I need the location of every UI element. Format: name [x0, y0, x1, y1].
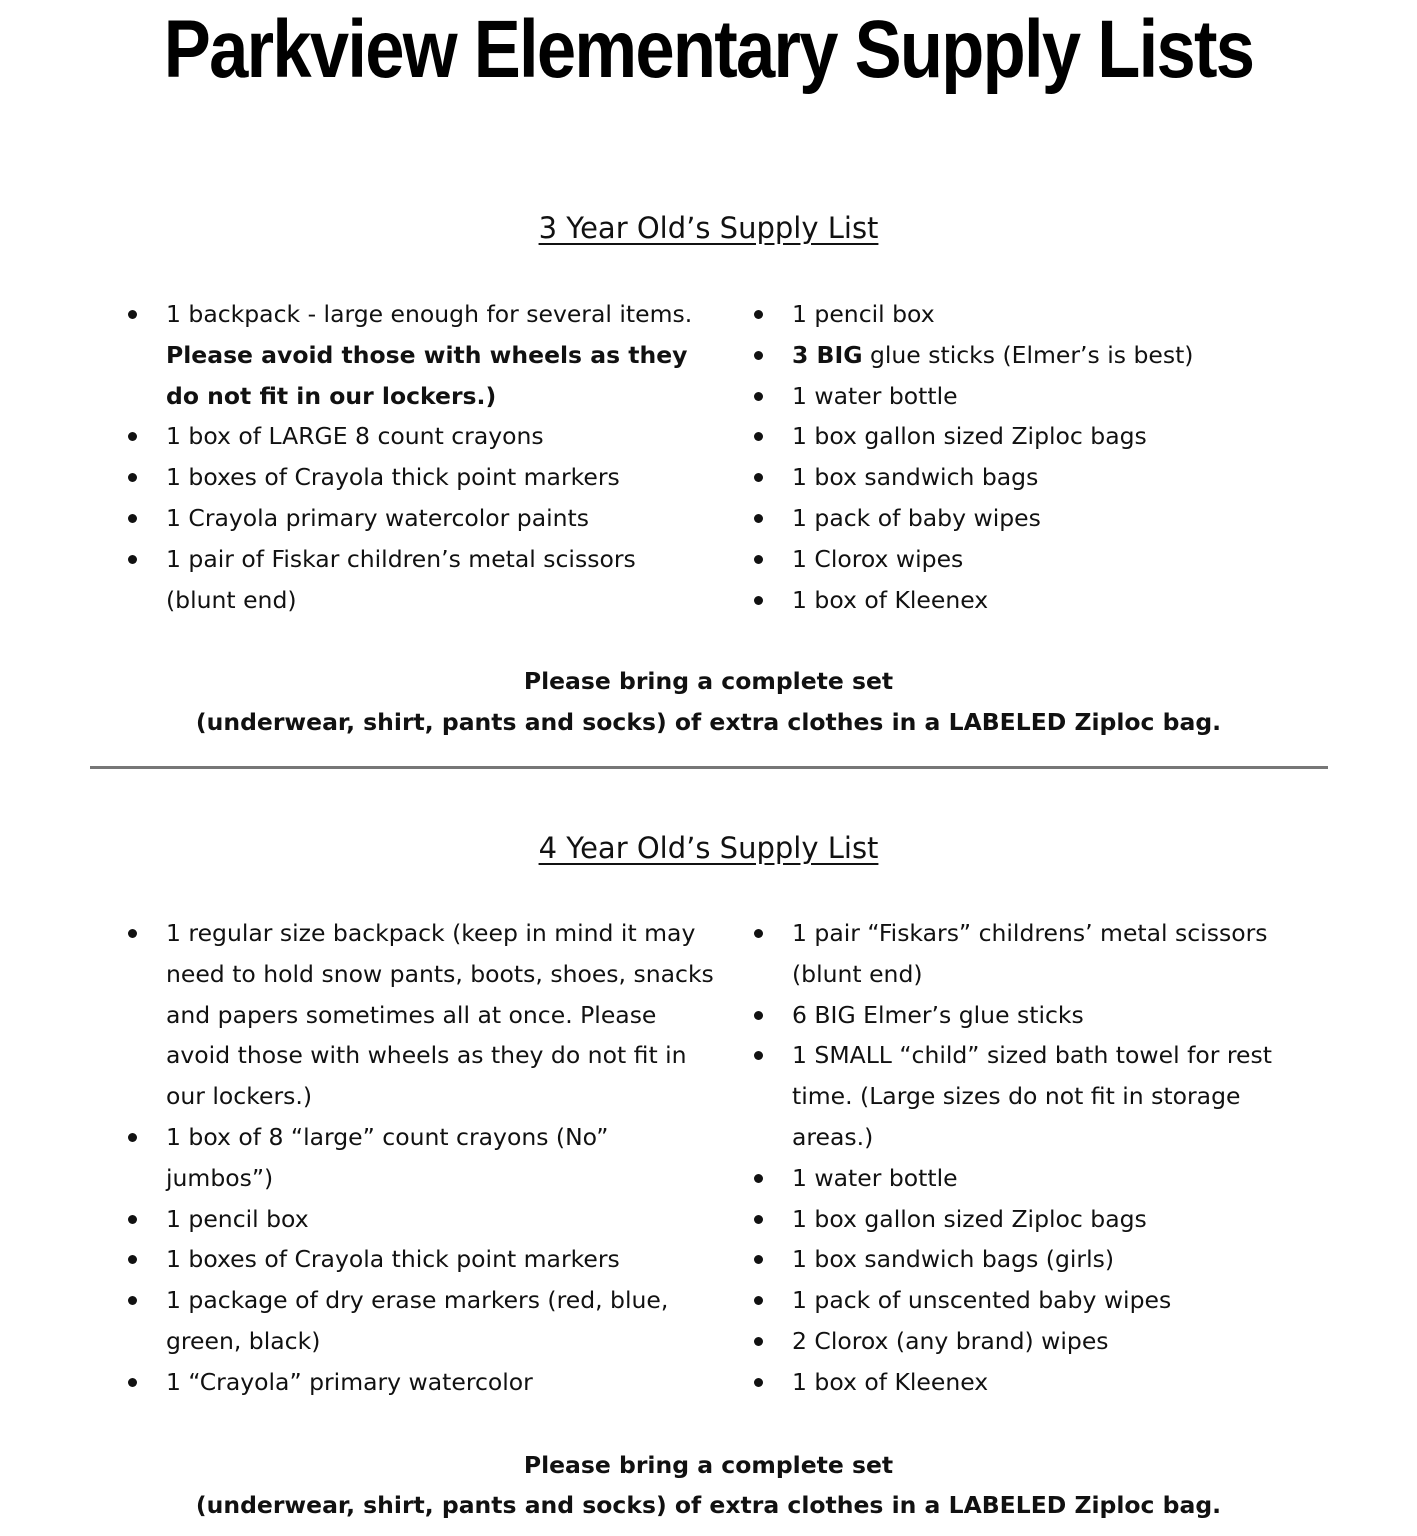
list-item	[128, 1117, 718, 1199]
list-item	[128, 294, 708, 416]
list-item	[128, 913, 718, 1117]
list-item	[754, 1158, 1314, 1199]
item-text: 6 BIG Elmer’s glue sticks	[792, 1000, 1084, 1029]
list-item	[754, 1321, 1314, 1362]
item-text: 1 SMALL “child” sized bath towel for rest time. (Large sizes do not fit in storage areas.)	[792, 1041, 1272, 1151]
item-text: 1 water bottle	[792, 381, 958, 410]
item-text: 1 pair “Fiskars” childrens’ metal scissors (blunt end)	[792, 919, 1268, 988]
item-text: 1 package of dry erase markers (red, blue, green, black)	[166, 1286, 669, 1355]
list-item	[128, 416, 708, 457]
list-item	[754, 913, 1314, 995]
list-item	[754, 1239, 1314, 1280]
list-item	[754, 376, 1314, 417]
item-text: 1 Crayola primary watercolor paints	[166, 503, 589, 532]
four-year-right-list	[754, 913, 1314, 1403]
item-text: 1 Clorox wipes	[792, 544, 964, 573]
four-year-note-line1: Please bring a complete set	[523, 1451, 894, 1479]
item-text: 1 box sandwich bags (girls)	[792, 1245, 1115, 1274]
list-item	[128, 539, 708, 621]
item-text: 1 pack of baby wipes	[792, 503, 1041, 532]
item-bold-qty: 3 BIG	[792, 340, 863, 369]
item-text: 1 boxes of Crayola thick point markers	[166, 1245, 620, 1274]
list-item	[754, 995, 1314, 1036]
list-item	[754, 294, 1314, 335]
list-item	[128, 498, 708, 539]
list-item	[754, 457, 1314, 498]
three-year-left-list	[128, 294, 708, 620]
item-text: 1 boxes of Crayola thick point markers	[166, 463, 620, 492]
item-text: 1 box of 8 “large” count crayons (No” jumbos”)	[166, 1122, 609, 1192]
list-item	[128, 457, 708, 498]
item-text: 1 backpack - large enough for several items.	[166, 300, 693, 328]
item-text: 1 water bottle	[792, 1163, 958, 1192]
three-year-right-list	[754, 294, 1314, 620]
item-text: 1 pencil box	[792, 300, 935, 328]
item-text: 1 box gallon sized Ziploc bags	[792, 1204, 1147, 1233]
list-item	[754, 498, 1314, 539]
item-text: 1 “Crayola” primary watercolor	[166, 1367, 533, 1396]
three-year-note-line1: Please bring a complete set	[523, 667, 894, 695]
four-year-left-list	[128, 913, 718, 1403]
item-text: glue sticks (Elmer’s is best)	[869, 340, 1194, 369]
list-item	[128, 1280, 718, 1362]
four-year-heading: 4 Year Old’s Supply List	[538, 831, 879, 865]
item-text: 1 pack of unscented baby wipes	[792, 1286, 1172, 1315]
list-item	[754, 1035, 1314, 1157]
list-item	[128, 1199, 718, 1240]
page-title: Parkview Elementary Supply Lists	[163, 4, 1254, 95]
item-text: 1 box sandwich bags	[792, 463, 1039, 492]
section-divider	[90, 766, 1328, 769]
list-item	[754, 1280, 1314, 1321]
item-text: 1 pair of Fiskar children’s metal scissors (blunt end)	[166, 544, 636, 614]
item-text: 1 pencil box	[166, 1204, 309, 1233]
item-text: 1 box gallon sized Ziploc bags	[792, 422, 1147, 451]
list-item	[754, 1362, 1314, 1403]
three-year-heading: 3 Year Old’s Supply List	[538, 211, 879, 245]
item-text: 1 box of Kleenex	[792, 585, 989, 614]
item-text: 1 box of Kleenex	[792, 1367, 989, 1396]
list-item	[754, 335, 1314, 376]
four-year-note-line2: (underwear, shirt, pants and socks) of extra clothes in a LABELED Ziploc bag.	[195, 1491, 1222, 1519]
list-item	[128, 1239, 718, 1280]
list-item	[754, 1199, 1314, 1240]
item-bold-note: Please avoid those with wheels as they do not fit in our lockers.)	[166, 340, 688, 410]
three-year-note-line2: (underwear, shirt, pants and socks) of extra clothes in a LABELED Ziploc bag.	[195, 708, 1222, 736]
item-text: 2 Clorox (any brand) wipes	[792, 1326, 1109, 1355]
list-item	[128, 1362, 718, 1403]
list-item	[754, 539, 1314, 580]
list-item	[754, 580, 1314, 621]
list-item	[754, 416, 1314, 457]
item-text: 1 regular size backpack (keep in mind it may need to hold snow pants, boots, shoes, snacks and papers sometimes all at once. Please avoid those with wheels as they do not fit in our lockers.)	[166, 919, 714, 1111]
item-text: 1 box of LARGE 8 count crayons	[166, 422, 544, 451]
